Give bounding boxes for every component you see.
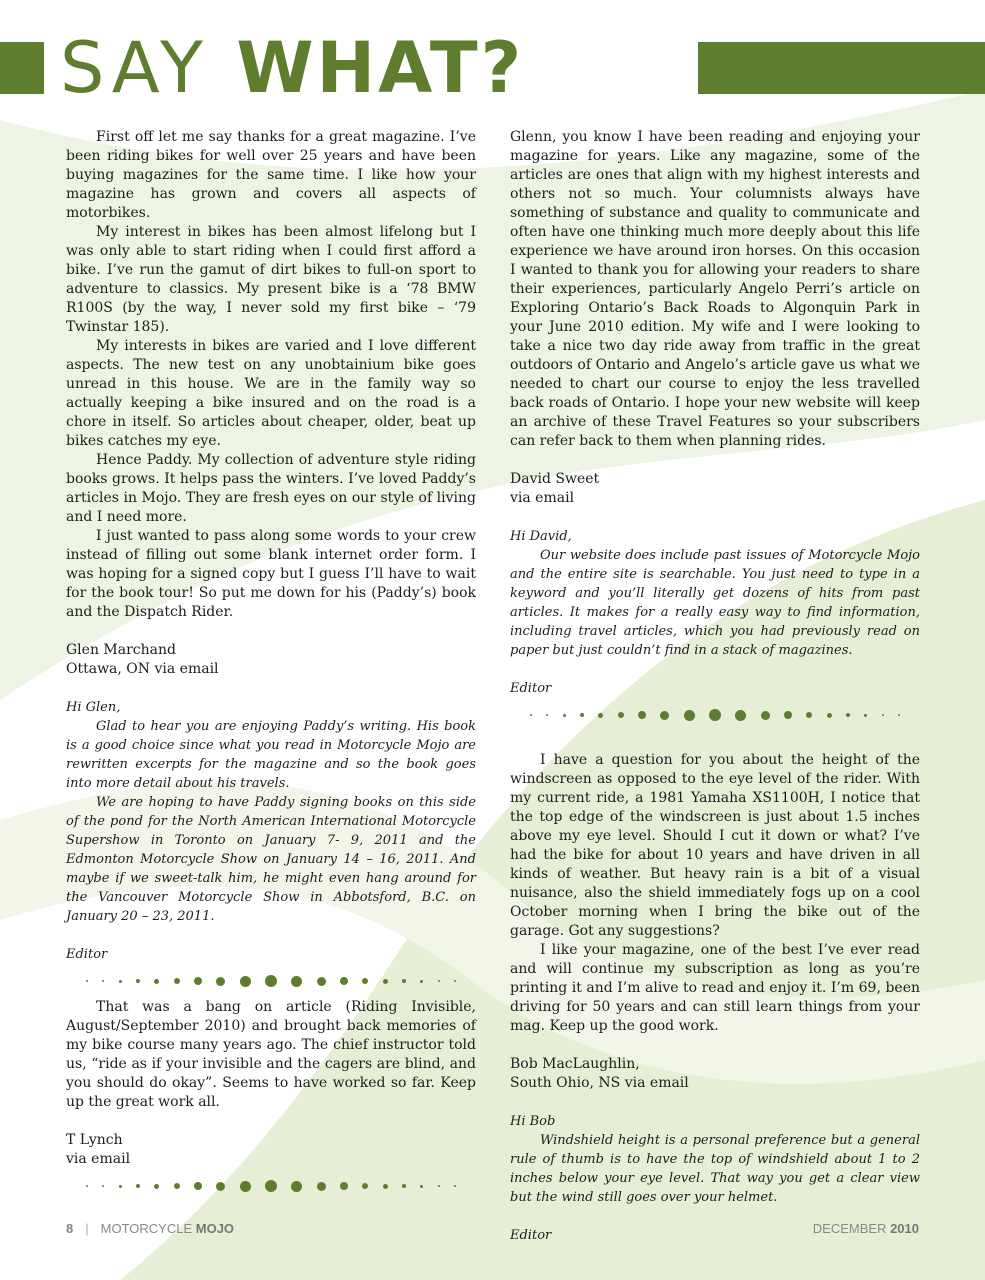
divider-dot xyxy=(136,979,140,983)
divider-dot xyxy=(827,713,832,718)
divider-dot xyxy=(420,1185,423,1188)
divider-dot xyxy=(119,1185,122,1188)
divider-dot xyxy=(340,977,348,985)
divider-dot xyxy=(216,977,225,986)
divider-dot xyxy=(761,711,770,720)
reply-paragraph: Our website does include past issues of Motorcycle Mojo and the entire site is searchable. You just need to type in a keyword and you’ll literally get dozens of hits from past articles. It makes for a really easy way to find information, including travel articles, which you had previously read on paper but just couldn’t find in a stack of magazines. xyxy=(510,548,920,658)
reply-paragraph: Windshield height is a personal preference but a general rule of thumb is to have the top of windshield about 1 to 2 inches below your eye level. That way you get a clear view but the wind still goes over your helmet. xyxy=(510,1133,920,1205)
reply-paragraph: Glad to hear you are enjoying Paddy’s writing. His book is a good choice since what you read in Motorcycle Mojo are rewritten excerpts for the magazine and so the book goes into more detail about his travels. xyxy=(66,719,476,791)
letter-paragraph: First off let me say thanks for a great magazine. I’ve been riding bikes for well over 25 years and have been buying magazines for the same time. I like how your magazine has grown and covers all aspects of motorbikes. xyxy=(66,129,476,221)
divider-dot xyxy=(454,980,456,982)
divider-dot xyxy=(194,977,202,985)
divider-dot xyxy=(340,1182,348,1190)
letter-paragraph: My interest in bikes has been almost lifelong but I was only able to start riding when I could first afford a bike. I’ve run the gamut of dirt bikes to full-on sport to adventure to classics. My present bike is a ‘78 BMW R100S (by the way, I never sold my first bike – ‘79 Twinstar 185). xyxy=(66,224,476,335)
divider-dot xyxy=(563,714,566,717)
dot-divider xyxy=(66,1173,476,1199)
divider-dot xyxy=(362,978,368,984)
title-bold: WHAT? xyxy=(236,27,525,109)
divider-dot xyxy=(265,1180,277,1192)
divider-dot xyxy=(317,1182,326,1191)
divider-dot xyxy=(402,1184,406,1188)
divider-dot xyxy=(709,709,721,721)
divider-dot xyxy=(291,976,302,987)
divider-dot xyxy=(546,714,548,716)
divider-dot xyxy=(438,980,440,982)
signature-location: via email xyxy=(66,1151,131,1167)
signature-location: Ottawa, ON via email xyxy=(66,661,219,677)
divider-dot xyxy=(240,976,251,987)
divider-dot xyxy=(420,980,423,983)
signature-location: via email xyxy=(510,490,575,506)
divider-dot xyxy=(882,714,884,716)
letter-paragraph: I just wanted to pass along some words to your crew instead of filling out some blank internet order form. I was hoping for a signed copy but I guess I’ll have to wait for the book tour! So put me down for his (Paddy’s) book and the Dispatch Rider. xyxy=(66,528,476,620)
divider-dot xyxy=(660,711,669,720)
divider-dot xyxy=(402,979,406,983)
divider-dot xyxy=(598,713,603,718)
signature-name: T Lynch xyxy=(66,1132,123,1148)
divider-dot xyxy=(638,711,646,719)
divider-dot xyxy=(86,980,88,982)
divider-dot xyxy=(194,1182,202,1190)
header-bar-left xyxy=(0,42,44,94)
divider-dot xyxy=(684,710,695,721)
reply-signature: Editor xyxy=(66,947,108,962)
footer-right xyxy=(813,1221,919,1236)
divider-dot xyxy=(102,1185,104,1187)
divider-dot xyxy=(174,1183,180,1189)
divider-dot xyxy=(618,712,624,718)
page-title xyxy=(60,28,524,108)
signature-location: South Ohio, NS via email xyxy=(510,1075,689,1091)
letter-paragraph: My interests in bikes are varied and I love different aspects. The new test on any unobtainium bike goes unread in this house. We are in the family way so actually keeping a bike insured and on the road is a chore in itself. So articles about cheaper, older, beat up bikes catches my eye. xyxy=(66,338,476,449)
right-column xyxy=(510,128,920,1245)
page-footer xyxy=(66,1221,919,1241)
page-number: 8 xyxy=(66,1221,74,1236)
letter-paragraph: I like your magazine, one of the best I’ve ever read and will continue my subscription as long as you’re printing it and I’m alive to read and enjoy it. I’m 69, been driving for 50 years and can still learn things from your mag. Keep up the good work. xyxy=(510,942,920,1034)
magazine-name-light: MOTORCYCLE xyxy=(100,1221,193,1236)
divider-dot xyxy=(864,714,867,717)
left-column xyxy=(66,128,476,1203)
signature-name: David Sweet xyxy=(510,471,600,487)
divider-dot xyxy=(383,1184,388,1189)
divider-dot xyxy=(383,979,388,984)
divider-dot xyxy=(102,980,104,982)
divider-dot xyxy=(154,1184,159,1189)
divider-dot xyxy=(362,1183,368,1189)
header-bar-right xyxy=(698,42,985,94)
divider-dot xyxy=(291,1181,302,1192)
divider-dot xyxy=(530,714,532,716)
letter-paragraph: Glenn, you know I have been reading and enjoying your magazine for years. Like any magazine, some of the articles are ones that align with my highest interests and others not so much. Your columnists always have something of substance and quality to communicate and often have one thinking much more deeply about this life experience we have around iron horses. On this occasion I wanted to thank you for allowing your readers to share their experiences, particularly Angelo Perri’s article on Exploring Ontario’s Back Roads to Algonquin Park in your June 2010 edition. My wife and I were looking to take a nice two day ride away from traffic in the great outdoors of Ontario and Angelo’s article gave us what we needed to chart our course to enjoy the less travelled back roads of Ontario. I hope your new website will keep an archive of these Travel Features so your subscribers can refer back to them when planning rides. xyxy=(510,129,920,449)
divider-dot xyxy=(216,1182,225,1191)
reply-paragraph: We are hoping to have Paddy signing books on this side of the pond for the North American International Motorcycle Supershow in Toronto on January 7- 9, 2011 and the Edmonton Motorcycle Show on January 14 – 16, 2011. And maybe if we sweet-talk him, he might even hang around for the Vancouver Motorcycle Show in Abbotsford, B.C. on January 20 – 23, 2011. xyxy=(66,795,476,924)
reply-greeting: Hi David, xyxy=(510,529,572,544)
divider-dot xyxy=(806,712,812,718)
footer-left xyxy=(66,1221,234,1236)
section-header xyxy=(0,27,985,109)
reply-signature: Editor xyxy=(510,681,552,696)
divider-dot xyxy=(317,977,326,986)
signature-name: Glen Marchand xyxy=(66,642,176,658)
magazine-name-bold: MOJO xyxy=(195,1221,235,1236)
reply-greeting: Hi Glen, xyxy=(66,700,121,715)
divider-dot xyxy=(154,979,159,984)
divider-dot xyxy=(438,1185,440,1187)
divider-dot xyxy=(174,978,180,984)
letter-paragraph: Hence Paddy. My collection of adventure style riding books grows. It helps pass the winters. I’ve loved Paddy’s articles in Mojo. They are fresh eyes on our style of living and I need more. xyxy=(66,452,476,525)
letter-paragraph: That was a bang on article (Riding Invisible, August/September 2010) and brought back memories of my bike course many years ago. The chief instructor told us, “ride as if your invisible and the cagers are blind, and you should do okay”. Seems to have worked so far. Keep up the great work all. xyxy=(66,999,476,1110)
issue-month: DECEMBER xyxy=(812,1221,887,1236)
title-thin: SAY xyxy=(60,27,209,109)
divider-dot xyxy=(240,1181,251,1192)
divider-dot xyxy=(784,711,792,719)
reply-greeting: Hi Bob xyxy=(510,1114,556,1129)
letter-paragraph: I have a question for you about the height of the windscreen as opposed to the eye level of the rider. With my current ride, a 1981 Yamaha XS1100H, I notice that the top edge of the windscreen is just about 1.5 inches above my eye level. Should I cut it down or what? I’ve had the bike for about 10 years and have driven in all kinds of weather. But heavy rain is a bit of a visual nuisance, also the shield immediately fogs up on a cool October morning when I bring the bike out of the garage. Got any suggestions? xyxy=(510,752,920,939)
divider-dot xyxy=(454,1185,456,1187)
reply-signature: Editor xyxy=(510,1228,552,1243)
divider-dot xyxy=(265,975,277,987)
signature-name: Bob MacLaughlin, xyxy=(510,1056,640,1072)
divider-dot xyxy=(119,980,122,983)
divider-dot xyxy=(86,1185,88,1187)
divider-dot xyxy=(735,710,746,721)
footer-separator: | xyxy=(85,1221,89,1236)
dot-divider xyxy=(510,702,920,728)
divider-dot xyxy=(846,713,850,717)
divider-dot xyxy=(580,713,584,717)
divider-dot xyxy=(898,714,900,716)
issue-year: 2010 xyxy=(890,1221,919,1236)
dot-divider xyxy=(66,968,476,994)
divider-dot xyxy=(136,1184,140,1188)
